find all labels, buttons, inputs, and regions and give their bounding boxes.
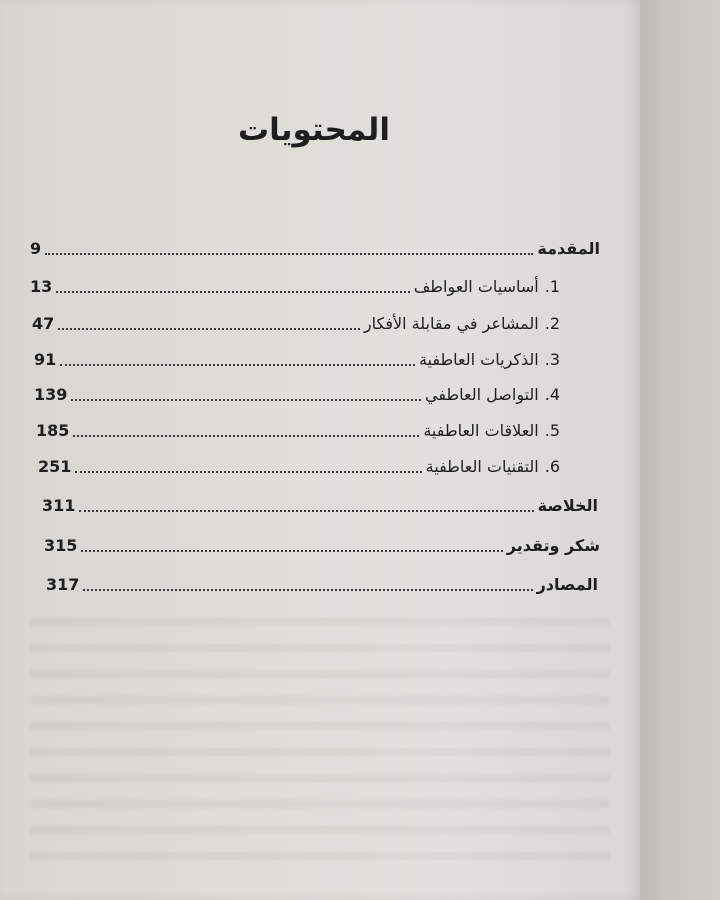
toc-entry-references xyxy=(46,568,598,596)
toc-entry-page: 251 xyxy=(38,457,72,476)
toc-entry-number: .2 xyxy=(544,314,560,333)
toc-entry-number: .3 xyxy=(544,350,560,369)
dot-leader xyxy=(75,470,421,473)
toc-entry-chapter-3 xyxy=(34,343,560,371)
toc-entry-introduction xyxy=(30,232,600,260)
toc-entry-label: المشاعر في مقابلة الأفكار xyxy=(363,314,539,333)
toc-entry-page: 13 xyxy=(30,277,53,296)
toc-entry-chapter-5 xyxy=(36,414,560,442)
toc-entry-acknowledgements xyxy=(44,529,600,557)
toc-entry-page: 91 xyxy=(34,350,57,369)
toc-entry-page: 185 xyxy=(36,421,70,440)
dot-leader xyxy=(45,252,533,255)
toc-entry-page: 317 xyxy=(46,575,80,594)
dot-leader xyxy=(56,290,409,293)
toc-entry-number: .4 xyxy=(544,385,560,404)
dot-leader xyxy=(60,363,415,366)
dot-leader xyxy=(73,434,419,437)
toc-entry-chapter-2 xyxy=(32,307,560,335)
toc-entry-label: أساسيات العواطف xyxy=(413,277,539,296)
toc-entry-label: المقدمة xyxy=(537,239,600,258)
toc-entry-page: 139 xyxy=(34,385,68,404)
dot-leader xyxy=(71,398,421,401)
toc-entry-page: 47 xyxy=(32,314,55,333)
toc-entry-chapter-6 xyxy=(38,450,560,478)
toc-entry-label: شكر وتقدير xyxy=(506,536,600,555)
toc-entry-label: المصادر xyxy=(536,575,598,594)
toc-entry-label: الخلاصة xyxy=(537,496,598,515)
page-edge xyxy=(640,0,720,900)
toc-entry-number: .5 xyxy=(544,421,560,440)
page-title: المحتويات xyxy=(238,112,390,148)
toc-entry-page: 311 xyxy=(42,496,76,515)
dot-leader xyxy=(58,327,360,330)
dot-leader xyxy=(83,588,532,591)
toc-entry-label: التقنيات العاطفية xyxy=(425,457,539,476)
toc-entry-page: 9 xyxy=(30,239,42,258)
toc-entry-label: التواصل العاطفي xyxy=(425,385,539,404)
toc-entry-label: العلاقات العاطفية xyxy=(423,421,539,440)
toc-entry-number: .6 xyxy=(544,457,560,476)
toc-entry-chapter-1 xyxy=(30,270,560,298)
toc-entry-page: 315 xyxy=(44,536,78,555)
toc-entry-number: .1 xyxy=(544,277,560,296)
toc-entry-conclusion xyxy=(42,489,598,517)
toc-entry-chapter-4 xyxy=(34,378,560,406)
dot-leader xyxy=(81,549,502,552)
dot-leader xyxy=(79,509,533,512)
toc-entry-label: الذكريات العاطفية xyxy=(418,350,539,369)
